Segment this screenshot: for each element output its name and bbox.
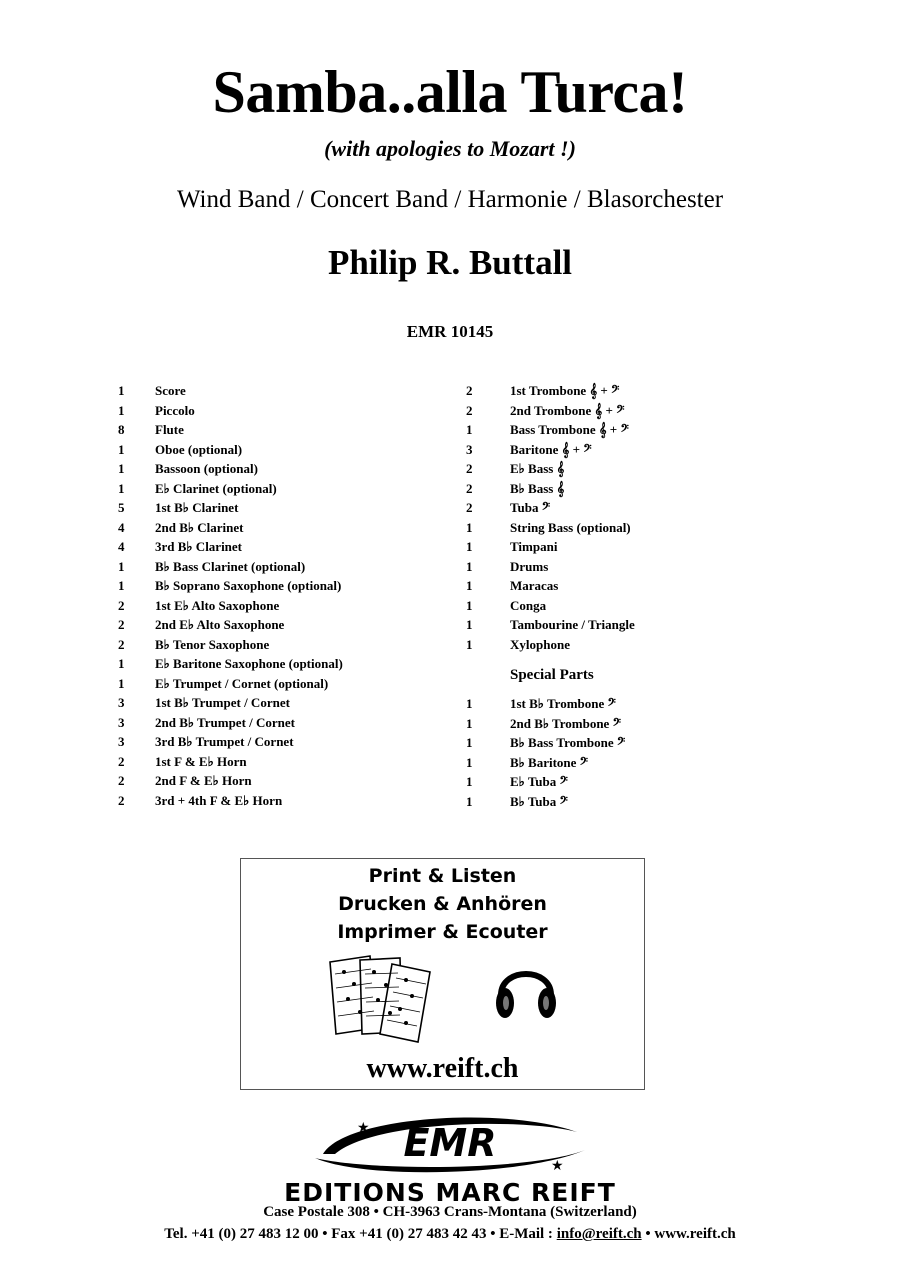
part-instrument: 2nd E♭ Alto Saxophone [155,617,285,632]
part-row [466,537,726,557]
part-row [466,772,726,792]
part-quantity: 3 [118,734,125,749]
part-quantity: 1 [466,539,473,554]
part-instrument: Tambourine / Triangle [510,617,635,632]
part-row [466,440,726,460]
part-row [466,576,726,596]
part-quantity: 2 [118,753,125,769]
part-quantity: 1 [466,774,473,789]
part-row [466,479,726,499]
special-parts-heading: Special Parts [510,667,594,683]
part-row [466,615,726,635]
part-instrument: Flute [155,422,184,437]
promo-line-french: Imprimer & Ecouter [337,921,548,943]
part-row [118,771,478,791]
part-instrument: 3rd B♭ Clarinet [155,539,243,554]
part-row [118,615,478,635]
part-instrument: Drums [510,558,549,574]
part-quantity: 2 [118,636,125,652]
part-instrument: E♭ Baritone Saxophone (optional) [155,656,343,671]
part-quantity: 1 [118,441,125,457]
part-quantity: 1 [118,578,125,593]
part-instrument: E♭ Clarinet (optional) [155,480,277,496]
part-instrument: 2nd B♭ Clarinet [155,519,244,535]
part-row [466,498,726,518]
part-row [118,576,478,596]
part-quantity: 1 [466,578,473,593]
part-quantity: 4 [118,519,125,535]
part-row [466,714,726,734]
part-quantity: 5 [118,500,125,515]
part-quantity: 1 [466,597,473,613]
part-row [118,440,478,460]
part-instrument: E♭ Tuba 𝄢 [510,774,568,789]
part-row [118,791,478,811]
part-instrument: Xylophone [510,636,570,652]
part-quantity: 1 [466,696,473,711]
part-quantity: 2 [118,617,125,632]
part-row [118,459,478,479]
part-row [118,654,478,674]
part-quantity: 2 [466,383,473,398]
part-row [466,596,726,616]
part-instrument: Baritone 𝄞 + 𝄢 [510,441,592,457]
part-row [118,752,478,772]
part-instrument: 2nd B♭ Trombone 𝄢 [510,715,621,731]
part-quantity: 4 [118,539,125,554]
part-quantity: 1 [118,675,125,691]
part-instrument: 3rd B♭ Trumpet / Cornet [155,734,294,749]
part-quantity: 2 [466,402,473,418]
special-parts-list [466,694,726,811]
part-quantity: 1 [466,715,473,731]
sheet-music-icon [326,954,436,1044]
part-row [118,401,478,421]
catalog-number: EMR 10145 [406,322,494,341]
part-quantity: 1 [466,793,473,809]
part-row [118,693,478,713]
part-quantity: 1 [118,383,125,398]
ensemble-line: Wind Band / Concert Band / Harmonie / Blasorchester [176,186,724,213]
svg-text:★: ★ [357,1120,370,1136]
part-instrument: Bassoon (optional) [155,461,258,476]
part-row [118,557,478,577]
part-quantity: 1 [118,461,125,476]
part-row [118,518,478,538]
svg-text:EMR: EMR [403,1121,497,1165]
promo-website: www.reift.ch [366,1053,519,1084]
part-instrument: Score [155,383,186,398]
part-instrument: 1st E♭ Alto Saxophone [155,597,280,613]
part-instrument: B♭ Bass 𝄞 [510,480,565,496]
piece-title: Samba..alla Turca! [212,59,688,125]
part-row [466,381,726,401]
part-row [118,420,478,440]
part-quantity: 1 [466,735,473,750]
part-row [118,479,478,499]
part-quantity: 1 [466,422,473,437]
part-instrument: E♭ Trumpet / Cornet (optional) [155,675,329,691]
part-row [466,401,726,421]
part-instrument: B♭ Bass Clarinet (optional) [155,558,306,574]
contact-website: • www.reift.ch [641,1226,736,1242]
svg-text:★: ★ [551,1158,564,1174]
part-quantity: 1 [466,617,473,632]
part-instrument: 2nd B♭ Trumpet / Cornet [155,714,295,730]
part-quantity: 2 [466,500,473,515]
part-row [118,498,478,518]
part-quantity: 2 [118,792,125,808]
part-quantity: 1 [118,656,125,671]
part-instrument: Timpani [510,539,558,554]
parts-list-right [466,381,726,811]
composer-name: Philip R. Buttall [327,243,573,282]
part-instrument: 2nd Trombone 𝄞 + 𝄢 [510,402,625,418]
publisher-contact [0,1226,900,1243]
part-row [118,596,478,616]
part-instrument: 1st B♭ Trombone 𝄢 [510,696,616,711]
part-instrument: B♭ Tuba 𝄢 [510,793,568,809]
part-instrument: Maracas [510,578,559,593]
part-row [118,732,478,752]
part-quantity: 2 [466,480,473,496]
print-listen-box [240,858,645,1090]
headphones-icon [493,955,559,1025]
parts-list-right-main [466,381,726,654]
part-quantity: 1 [466,754,473,770]
part-quantity: 1 [118,480,125,496]
part-instrument: E♭ Bass 𝄞 [510,461,565,476]
part-instrument: B♭ Tenor Saxophone [155,636,270,652]
part-row [466,792,726,812]
part-row [466,557,726,577]
piece-subtitle: (with apologies to Mozart !) [324,136,576,161]
part-quantity: 8 [118,422,125,437]
part-row [466,459,726,479]
part-quantity: 3 [466,441,473,457]
part-row [118,674,478,694]
part-quantity: 3 [118,695,125,710]
part-instrument: Bass Trombone 𝄞 + 𝄢 [510,422,629,437]
part-quantity: 3 [118,714,125,730]
part-instrument: 1st F & E♭ Horn [155,753,247,769]
part-row [118,537,478,557]
part-instrument: String Bass (optional) [510,519,631,535]
promo-line-english: Print & Listen [368,865,517,887]
part-instrument: Piccolo [155,402,195,418]
part-instrument: 1st B♭ Clarinet [155,500,239,515]
part-row [466,733,726,753]
part-row [466,694,726,714]
part-instrument: Conga [510,597,547,613]
part-quantity: 1 [118,402,125,418]
part-row [118,381,478,401]
part-row [466,753,726,773]
part-quantity: 2 [466,461,473,476]
part-quantity: 1 [466,519,473,535]
publisher-address: Case Postale 308 • CH-3963 Crans-Montana (Switzerland) [263,1204,637,1220]
part-quantity: 2 [118,597,125,613]
part-row [118,635,478,655]
part-instrument: Oboe (optional) [155,441,243,457]
part-row [466,420,726,440]
publisher-name: EDITIONS MARC REIFT [284,1178,616,1207]
part-quantity: 1 [466,636,473,652]
promo-line-german: Drucken & Anhören [338,893,547,915]
part-instrument: B♭ Baritone 𝄢 [510,754,589,770]
part-row [118,713,478,733]
part-instrument: 1st B♭ Trumpet / Cornet [155,695,290,710]
part-instrument: 2nd F & E♭ Horn [155,773,252,788]
part-instrument: Tuba 𝄢 [510,500,551,515]
part-row [466,635,726,655]
part-quantity: 2 [118,773,125,788]
emr-logo [305,1110,595,1178]
part-quantity: 1 [118,558,125,574]
part-instrument: 1st Trombone 𝄞 + 𝄢 [510,383,620,398]
part-instrument: 3rd + 4th F & E♭ Horn [155,792,283,808]
contact-email-link[interactable]: info@reift.ch [556,1226,642,1242]
parts-list-left [118,381,478,810]
part-row [466,518,726,538]
part-instrument: B♭ Bass Trombone 𝄢 [510,735,626,750]
part-instrument: B♭ Soprano Saxophone (optional) [155,578,342,593]
part-quantity: 1 [466,558,473,574]
contact-phone-fax: Tel. +41 (0) 27 483 12 00 • Fax +41 (0) 27 483 42 43 • E-Mail : [164,1226,557,1242]
